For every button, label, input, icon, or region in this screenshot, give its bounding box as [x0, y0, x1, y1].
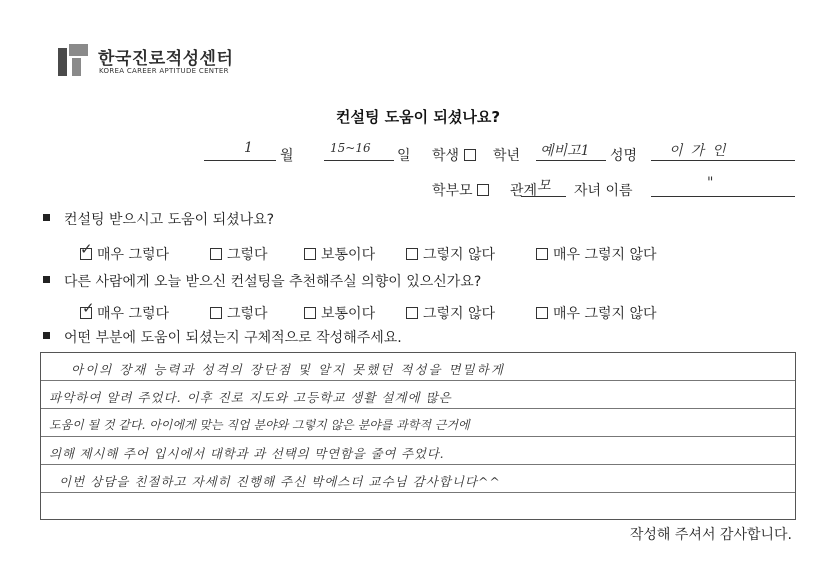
q2-option-agree[interactable]: 그렇다 — [210, 303, 268, 323]
check-mark-icon: ✓ — [82, 299, 95, 317]
q1-option-very-disagree[interactable]: 매우 그렇지 않다 — [536, 244, 657, 264]
check-mark-icon: ✓ — [80, 240, 93, 258]
q2-checkbox-disagree[interactable] — [406, 307, 418, 319]
relation-field[interactable]: 모 — [521, 178, 566, 197]
center-logo-mark — [58, 44, 88, 76]
comment-line: 이번 상담을 친절하고 자세히 진행해 주신 박에스더 교수님 감사합니다^^ — [59, 474, 501, 489]
q2-checkbox-agree[interactable] — [210, 307, 222, 319]
ruled-line — [41, 436, 795, 437]
q1-checkbox-very-agree[interactable] — [80, 240, 93, 260]
question-bullet — [43, 332, 50, 339]
q1-option-disagree[interactable]: 그렇지 않다 — [406, 244, 495, 264]
comment-line: 도움이 될 것 같다. 아이에게 맞는 직업 분야와 그렇지 않은 분야를 과학적 근거에 — [49, 418, 470, 432]
q2-checkbox-very-agree[interactable] — [80, 299, 95, 319]
ruled-line — [41, 408, 795, 409]
name-label: 성명 — [610, 148, 638, 164]
form-title: 컨설팅 도움이 되셨나요? — [335, 108, 501, 126]
q2-option-disagree[interactable]: 그렇지 않다 — [406, 303, 495, 323]
question-bullet — [43, 214, 50, 221]
question-2-options — [80, 299, 780, 323]
question-1-text: 컨설팅 받으시고 도움이 되셨나요? — [64, 212, 275, 228]
q2-option-very-agree[interactable]: ✓ 매우 그렇다 — [82, 299, 170, 322]
q1-option-very-agree[interactable]: ✓ 매우 그렇다 — [80, 240, 170, 263]
ruled-line — [41, 380, 795, 381]
question-bullet — [43, 276, 50, 283]
day-field[interactable]: 15~16 — [324, 142, 394, 161]
student-option[interactable]: 학생 — [432, 145, 481, 165]
comment-line: 의해 제시해 주어 입시에서 대학과 과 선택의 막연함을 줄여 주었다. — [49, 446, 445, 461]
month-label: 월 — [280, 148, 294, 164]
q1-checkbox-disagree[interactable] — [406, 248, 418, 260]
student-checkbox[interactable] — [464, 149, 476, 161]
q1-checkbox-very-disagree[interactable] — [536, 248, 548, 260]
comment-line: 아이의 장재 능력과 성격의 장단점 및 알지 못했던 적성을 면밀하게 — [71, 362, 505, 377]
ruled-line — [41, 464, 795, 465]
name-field[interactable]: 이가인 — [651, 142, 795, 161]
q2-option-neutral[interactable]: 보통이다 — [304, 303, 375, 323]
grade-label: 학년 — [493, 148, 521, 164]
parent-option[interactable]: 학부모 — [432, 180, 494, 200]
question-3-text: 어떤 부분에 도움이 되셨는지 구체적으로 작성해주세요. — [64, 330, 402, 346]
q2-checkbox-very-disagree[interactable] — [536, 307, 548, 319]
question-1-options — [80, 240, 780, 264]
q1-checkbox-agree[interactable] — [210, 248, 222, 260]
child-name-field[interactable]: " — [651, 178, 795, 197]
q2-option-very-disagree[interactable]: 매우 그렇지 않다 — [536, 303, 657, 323]
child-name-label: 자녀 이름 — [574, 183, 633, 199]
center-name-korean: 한국진로적성센터 — [98, 49, 234, 69]
comment-line: 파악하여 알려 주었다. 이후 진로 지도와 고등학교 생활 설계에 많은 — [49, 390, 452, 405]
q1-option-agree[interactable]: 그렇다 — [210, 244, 268, 264]
thank-you-note: 작성해 주셔서 감사합니다. — [629, 527, 792, 543]
comment-box[interactable] — [40, 352, 796, 520]
parent-checkbox[interactable] — [477, 184, 489, 196]
relation-label: 관계 — [510, 183, 538, 199]
q2-checkbox-neutral[interactable] — [304, 307, 316, 319]
ruled-line — [41, 492, 795, 493]
month-field[interactable]: 1 — [204, 142, 276, 161]
q1-option-neutral[interactable]: 보통이다 — [304, 244, 375, 264]
grade-field[interactable]: 예비고1 — [536, 142, 606, 161]
day-label: 일 — [397, 148, 411, 164]
question-2-text: 다른 사람에게 오늘 받으신 컨설팅을 추천해주실 의향이 있으신가요? — [64, 274, 482, 290]
center-name-english: KOREA CAREER APTITUDE CENTER — [99, 67, 229, 75]
q1-checkbox-neutral[interactable] — [304, 248, 316, 260]
